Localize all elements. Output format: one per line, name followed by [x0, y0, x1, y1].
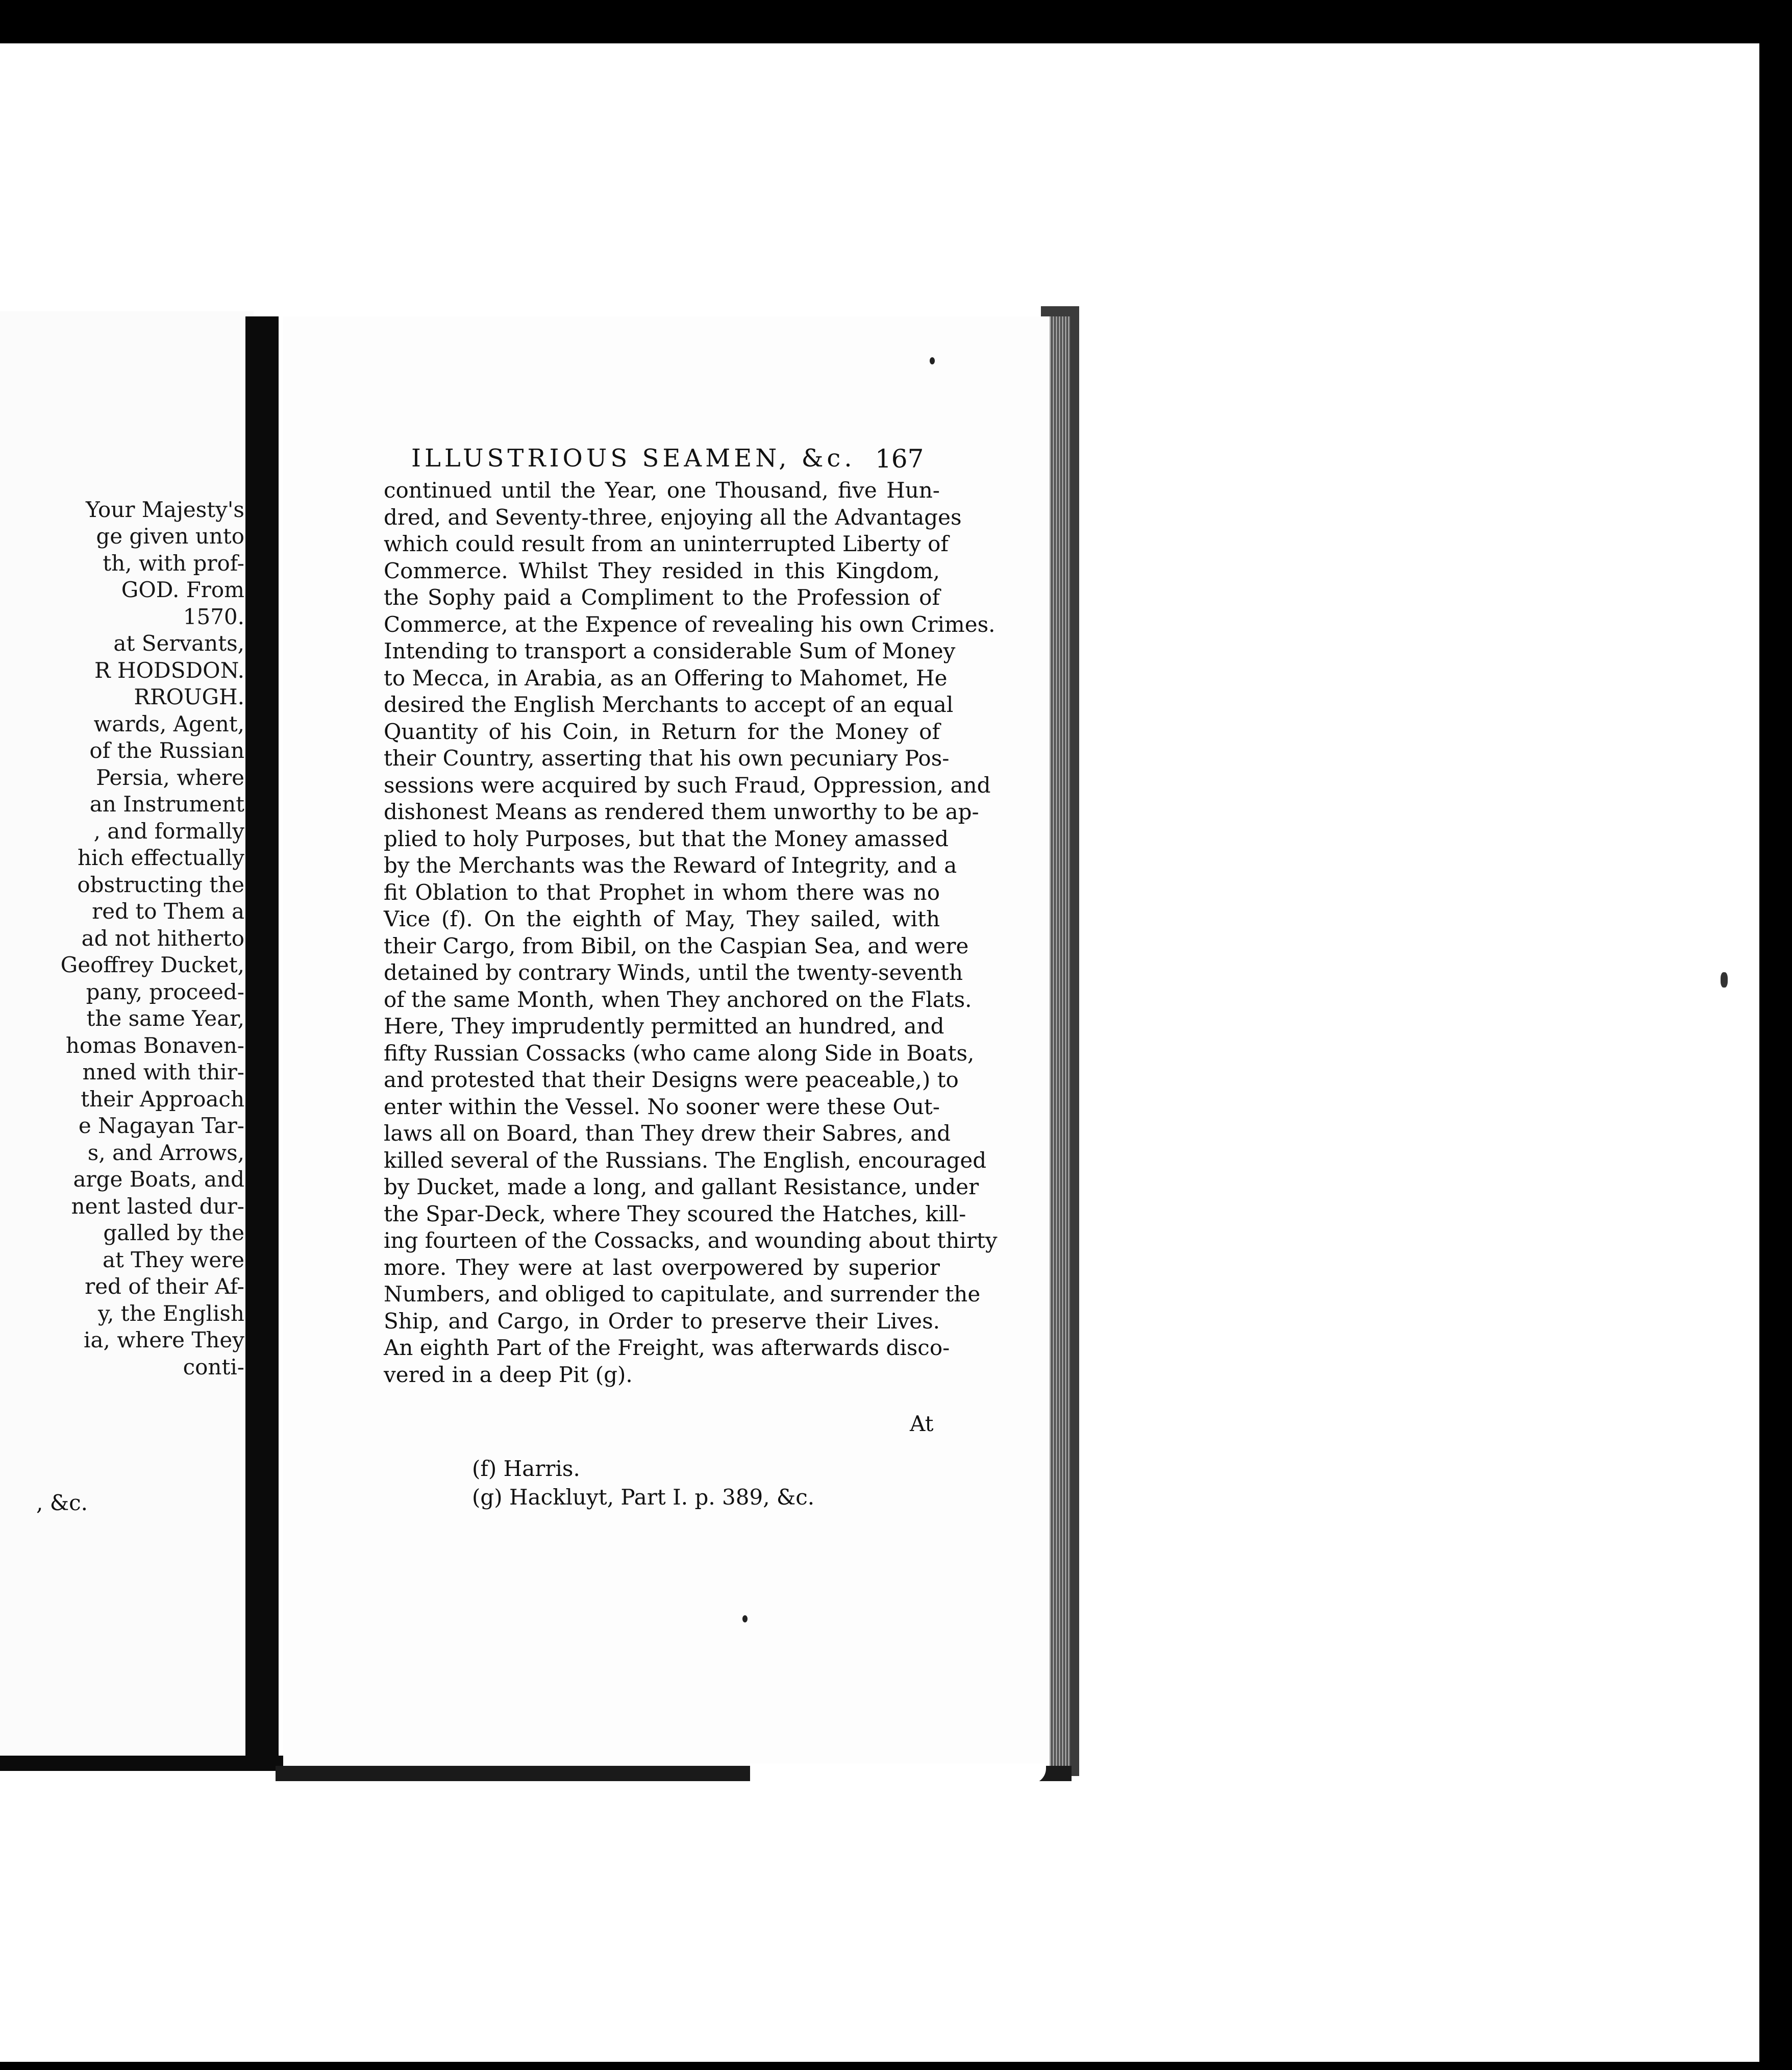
left-page-line: homas Bonaven- — [65, 1032, 244, 1058]
body-text — [384, 477, 998, 1388]
body-line: Numbers, and obliged to capitulate, and surrender the — [384, 1282, 981, 1307]
left-page-line — [0, 470, 244, 497]
left-page-line: hich effectually — [77, 845, 244, 870]
body-line: sessions were acquired by such Fraud, Oppression, and — [384, 772, 991, 798]
left-page-text — [0, 470, 244, 1381]
left-page-line: pany, proceed- — [86, 979, 244, 1004]
left-page-line: wards, Agent, — [93, 711, 244, 736]
body-line: continued until the Year, one Thousand, five Hun- — [384, 478, 940, 503]
margin-mark — [1721, 972, 1728, 988]
catchword: At — [910, 1411, 934, 1436]
left-page-line: at Servants, — [113, 631, 244, 656]
body-line: by Ducket, made a long, and gallant Resistance, under — [384, 1174, 979, 1199]
body-line: ing fourteen of the Cossacks, and wounding about thirty — [384, 1228, 998, 1253]
body-line: dred, and Seventy-three, enjoying all the Advantages — [384, 504, 962, 530]
body-line: Commerce. Whilst They resided in this Kingdom, — [384, 558, 940, 583]
running-head: ILLUSTRIOUS SEAMEN, &c. — [411, 444, 856, 473]
left-page-line: y, the English — [97, 1300, 244, 1326]
left-page-line: ge given unto — [96, 524, 244, 549]
left-page-line: nent lasted dur- — [71, 1193, 244, 1219]
left-page-line: ia, where They — [84, 1327, 244, 1352]
left-page-line: red of their Af- — [85, 1274, 244, 1299]
body-line: detained by contrary Winds, until the twenty-seventh — [384, 960, 963, 985]
ink-speck — [930, 357, 935, 364]
body-line: desired the English Merchants to accept of an equal — [384, 692, 954, 717]
left-page-line: s, and Arrows, — [87, 1140, 244, 1165]
body-line: Ship, and Cargo, in Order to preserve their Lives. — [384, 1308, 940, 1334]
left-page-line: their Approach — [81, 1086, 244, 1112]
left-page-line: arge Boats, and — [73, 1167, 244, 1192]
footnotes — [472, 1455, 814, 1512]
left-page-line: , and formally — [93, 818, 244, 844]
body-line: and protested that their Designs were peaceable,) to — [384, 1067, 959, 1092]
body-line: killed several of the Russians. The English, encouraged — [384, 1147, 987, 1173]
body-line: their Cargo, from Bibil, on the Caspian Sea, and were — [384, 933, 969, 958]
right-page-curl — [750, 1763, 1046, 1784]
body-line: enter within the Vessel. No sooner were these Out- — [384, 1094, 940, 1119]
left-page-line: ad not hitherto — [81, 925, 244, 951]
left-page-line: the same Year, — [86, 1006, 244, 1031]
left-page-line: red to Them a — [92, 899, 244, 924]
body-line: the Spar-Deck, where They scoured the Hatches, kill- — [384, 1201, 966, 1226]
body-line: Intending to transport a considerable Sum of Money — [384, 638, 956, 663]
book-gutter — [245, 316, 279, 1761]
body-line: Commerce, at the Expence of revealing his own Crimes. — [384, 611, 995, 637]
body-line: plied to holy Purposes, but that the Money amassed — [384, 826, 949, 851]
left-page-line: Your Majesty's — [85, 497, 244, 522]
body-line: of the same Month, when They anchored on the Flats. — [384, 987, 972, 1012]
body-line: fit Oblation to that Prophet in whom there was no — [384, 879, 940, 905]
body-line: their Country, asserting that his own pecuniary Pos- — [384, 746, 950, 771]
left-page-line: Persia, where — [96, 765, 244, 790]
left-page-line: of the Russian — [89, 738, 244, 763]
left-page-line: conti- — [183, 1354, 244, 1379]
body-line: by the Merchants was the Reward of Integrity, and a — [384, 853, 957, 878]
left-page-line: RROUGH. — [134, 684, 244, 709]
left-page-line: nned with thir- — [82, 1059, 244, 1085]
page-number: 167 — [875, 444, 924, 474]
body-line: Here, They imprudently permitted an hundred, and — [384, 1014, 944, 1039]
body-line: An eighth Part of the Freight, was afterwards disco- — [384, 1335, 950, 1360]
body-line: dishonest Means as rendered them unworthy to be ap- — [384, 799, 979, 824]
left-page-line: 1570. — [183, 604, 244, 629]
body-line: fifty Russian Cossacks (who came along Side in Boats, — [384, 1040, 975, 1066]
left-page-line: GOD. From — [121, 577, 244, 602]
left-page-line: R HODSDON. — [94, 657, 244, 683]
left-page-line: obstructing the — [77, 872, 244, 897]
left-page-line: Geoffrey Ducket, — [60, 952, 244, 977]
ink-speck — [742, 1615, 748, 1622]
body-line: more. They were at last overpowered by superior — [384, 1254, 940, 1280]
left-page-line: galled by the — [103, 1220, 244, 1245]
footnote-g: (g) Hackluyt, Part I. p. 389, &c. — [472, 1485, 815, 1510]
body-line: Quantity of his Coin, in Return for the Money of — [384, 719, 940, 744]
body-line: to Mecca, in Arabia, as an Offering to Mahomet, He — [384, 665, 948, 691]
left-page-line: th, with prof- — [103, 550, 244, 576]
body-line: the Sophy paid a Compliment to the Profession of — [384, 585, 940, 610]
body-line: which could result from an uninterrupted Liberty of — [384, 531, 949, 556]
left-page-line: at They were — [102, 1247, 244, 1272]
body-line: laws all on Board, than They drew their Sabres, and — [384, 1121, 951, 1146]
body-line: Vice (f). On the eighth of May, They sailed, with — [384, 906, 940, 931]
left-page-line: e Nagayan Tar- — [78, 1113, 244, 1138]
body-line: vered in a deep Pit (g). — [384, 1362, 633, 1387]
left-page-footer: , &c. — [36, 1490, 88, 1515]
left-page — [0, 311, 254, 1776]
footnote-f: (f) Harris. — [472, 1456, 580, 1481]
left-page-line: an Instrument — [89, 792, 244, 817]
